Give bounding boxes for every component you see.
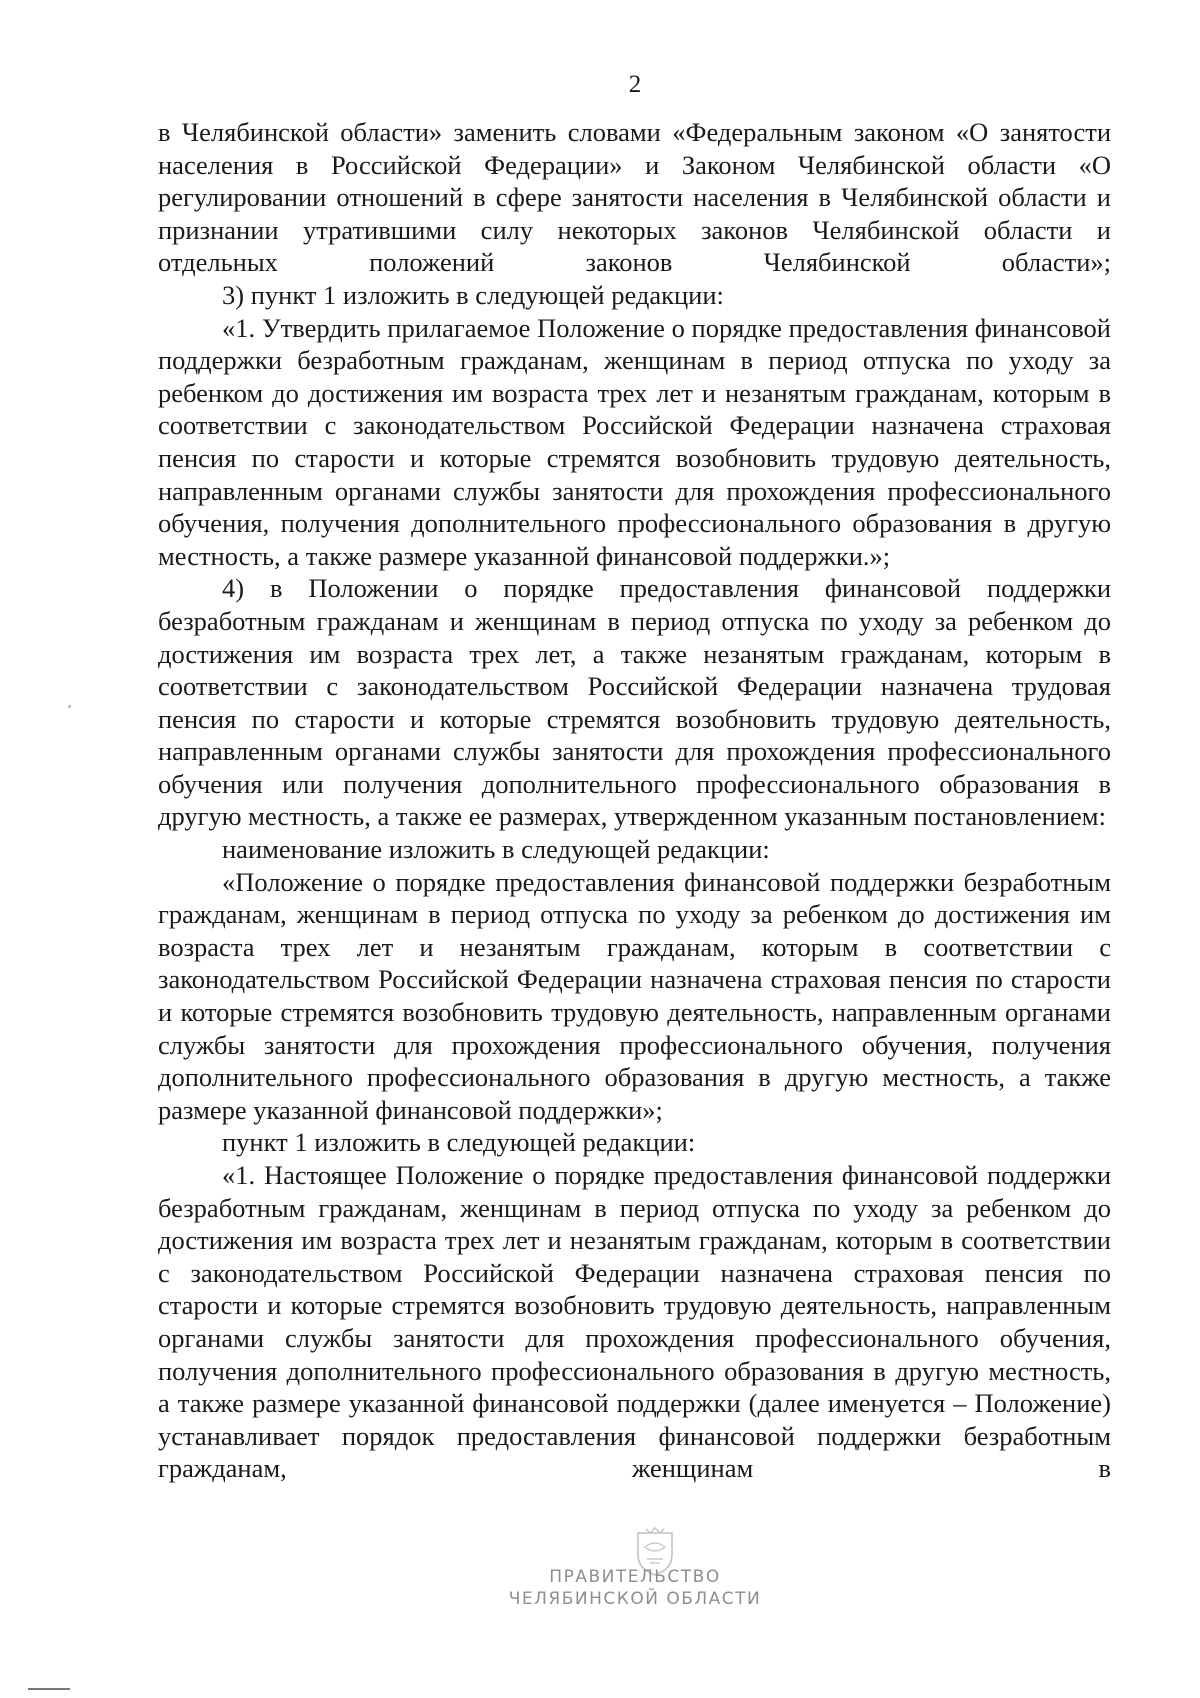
- paragraph-2: «1. Утвердить прилагаемое Положение о порядке предоставления финансовой поддержки безработным гражданам, женщинам в период отпуска по уходу за ребенком до достижения им возраста трех лет и незанятым гражданам, которым в соответствии с законодательством Российской Федерации назначена страховая пенсия по старости и которые стремятся возобновить трудовую деятельность, направленным органами службы занятости для прохождения профессионального обучения, получения дополнительного профессионального образования в другую местность, а также размере указанной финансовой поддержки.»;: [158, 312, 1111, 571]
- paragraph-1: 3) пункт 1 изложить в следующей редакции:: [222, 279, 724, 310]
- stamp-line-1: ПРАВИТЕЛЬСТВО: [549, 1567, 721, 1587]
- page-edge-mark: [28, 1688, 70, 1690]
- paragraph-5: «Положение о порядке предоставления финансовой поддержки безработным гражданам, женщинам в период отпуска по уходу за ребенком до достижения им возраста трех лет и незанятым гражданам, которым в соответствии с законодательством Российской Федерации назначена страховая пенсия по старости и которые стремятся возобновить трудовую деятельность, направленным органами службы занятости для прохождения профессионального обучения, получения дополнительного профессионального образования в другую местность, а также размере указанной финансовой поддержки»;: [158, 866, 1111, 1125]
- scan-artifact: [68, 705, 71, 708]
- stamp-line-2: ЧЕЛЯБИНСКОЙ ОБЛАСТИ: [508, 1589, 762, 1609]
- page-number: 2: [628, 71, 642, 98]
- paragraph-0: в Челябинской области» заменить словами «Федеральным законом «О занятости населения в Российской Федерации» и Законом Челябинской области «О регулировании отношений в сфере занятости населения в Челябинской области и признании утратившими силу некоторых законов Челябинской области и отдельных положений законов Челябинской области»;: [158, 117, 1111, 278]
- paragraph-4: наименование изложить в следующей редакции:: [222, 834, 770, 865]
- paragraph-6: пункт 1 изложить в следующей редакции:: [222, 1127, 696, 1158]
- paragraph-3: 4) в Положении о порядке предоставления финансовой поддержки безработным гражданам и женщинам в период отпуска по уходу за ребенком до достижения им возраста трех лет, а также незанятым гражданам, которым в соответствии с законодательством Российской Федерации назначена трудовая пенсия по старости и которые стремятся возобновить трудовую деятельность, направленным органами службы занятости для прохождения профессионального обучения или получения дополнительного профессионального образования в другую местность, а также ее размерах, утвержденном указанным постановлением:: [158, 573, 1111, 832]
- document-body: [158, 116, 1111, 1485]
- paragraph-7: «1. Настоящее Положение о порядке предоставления финансовой поддержки безработным гражданам, женщинам в период отпуска по уходу за ребенком до достижения им возраста трех лет и незанятым гражданам, которым в соответствии с законодательством Российской Федерации назначена страховая пенсия по старости и которые стремятся возобновить трудовую деятельность, направленным органами службы занятости для прохождения профессионального обучения, получения дополнительного профессионального образования в другую местность, а также размере указанной финансовой поддержки (далее именуется – Положение) устанавливает порядок предоставления финансовой поддержки безработным гражданам, женщинам в: [158, 1160, 1111, 1484]
- government-stamp: [460, 1566, 810, 1610]
